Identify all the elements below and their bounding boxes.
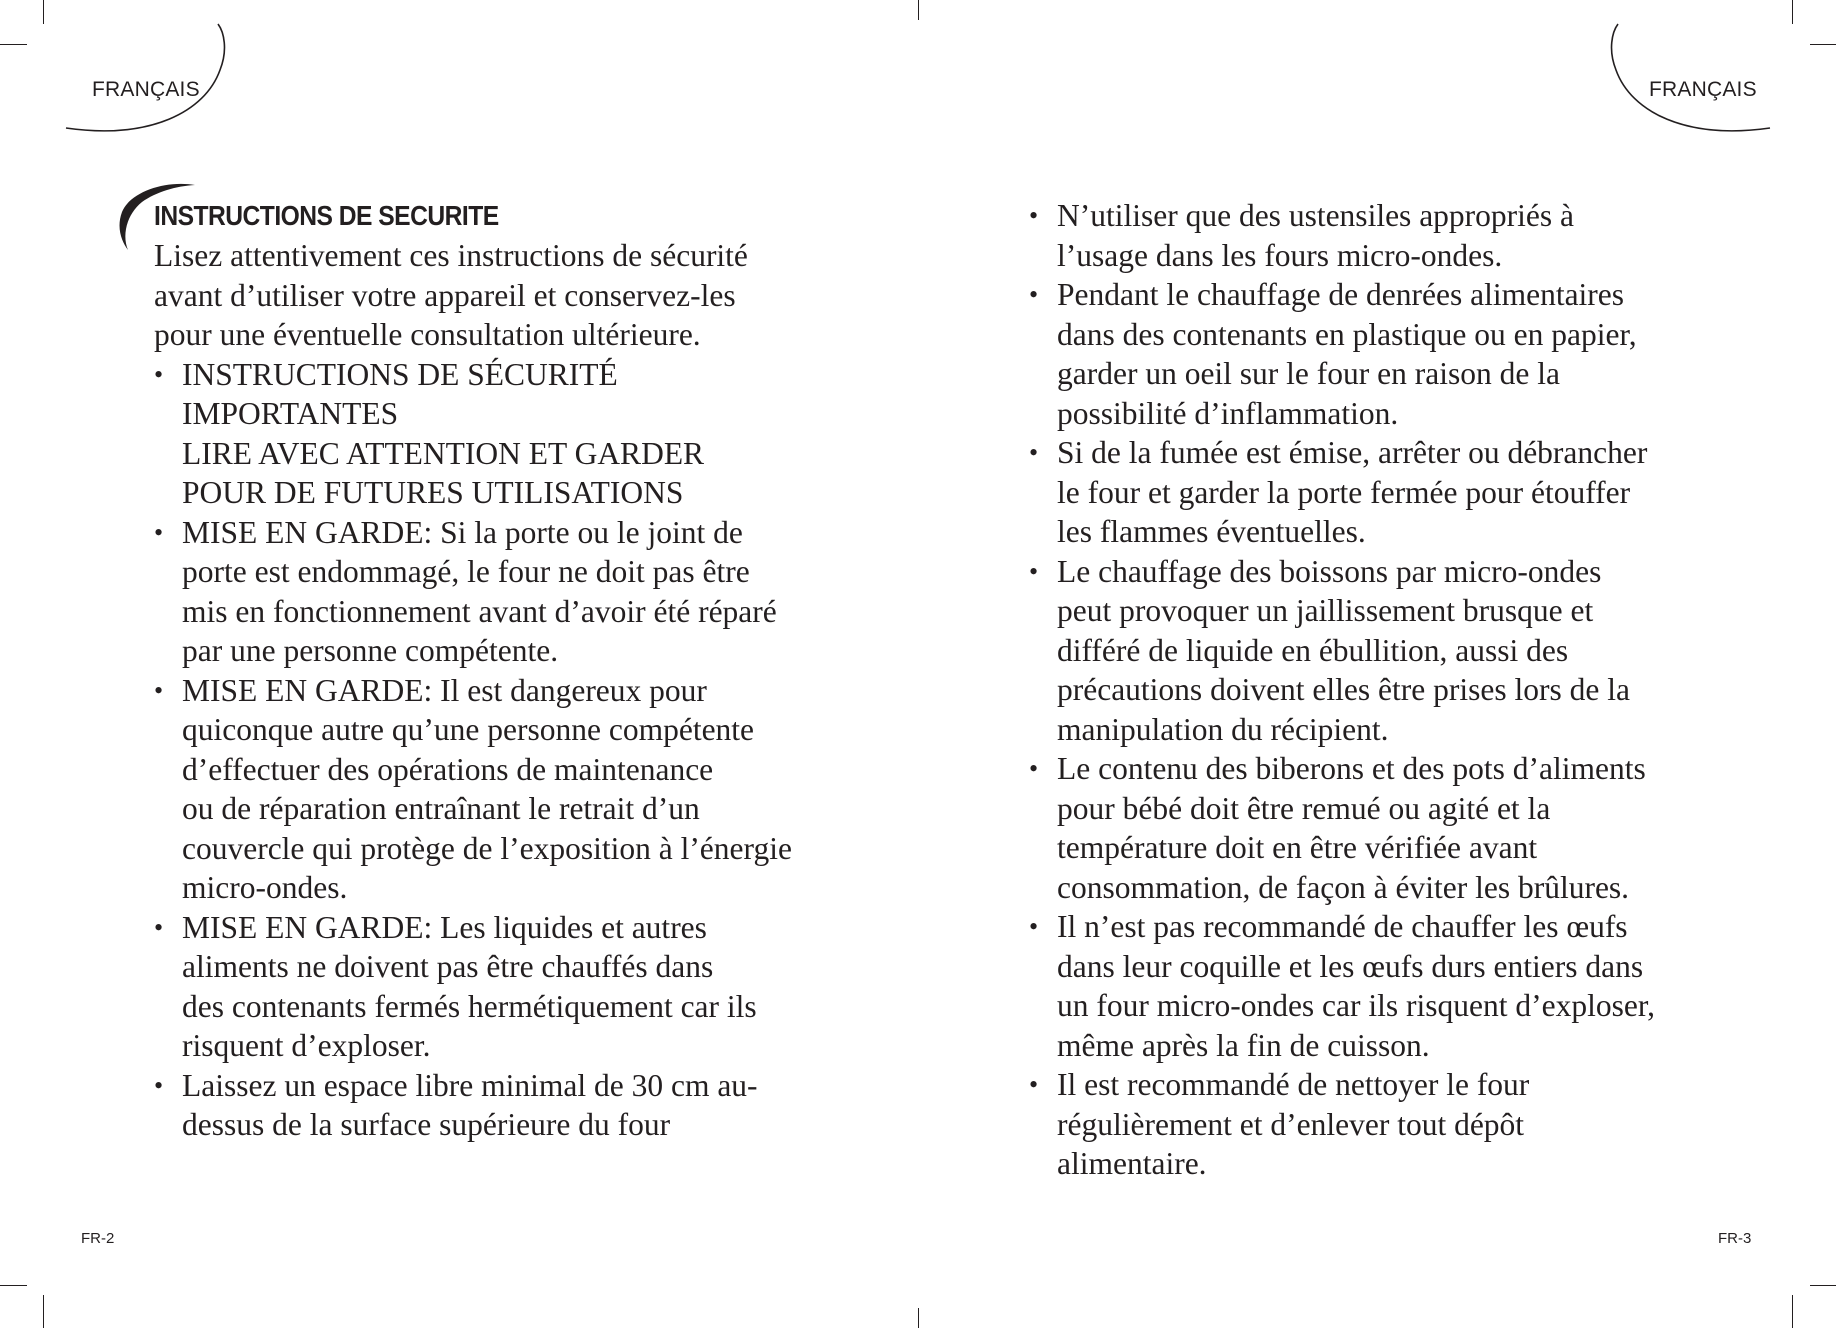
list-item-text: Si de la fumée est émise, arrêter ou débrancher le four et garder la porte fermée pour étouffer les flammes éventuelles. (1057, 435, 1648, 549)
bullet-icon: • (1029, 201, 1039, 230)
bullet-icon: • (1029, 1070, 1039, 1099)
page-number-left: FR-2 (81, 1230, 115, 1247)
list-item-text: Il est recommandé de nettoyer le four régulièrement et d’enlever tout dépôt alimentaire. (1057, 1067, 1530, 1181)
list-item (154, 671, 834, 908)
list-item (154, 355, 834, 513)
bullet-icon: • (1029, 556, 1039, 586)
left-bullet-list (154, 355, 834, 1145)
bullet-icon: • (1029, 280, 1039, 309)
bullet-icon: • (154, 359, 164, 389)
list-item-text: MISE EN GARDE: Il est dangereux pour quiconque autre qu’une personne compétente d’effectuer des opérations de maintenance ou de réparation entraînant le retrait d’un couvercle qui protège de l’exposition à l’énergie micro-ondes. (182, 672, 792, 905)
list-item (1029, 196, 1719, 275)
list-item-text: INSTRUCTIONS DE SÉCURITÉ IMPORTANTES LIRE AVEC ATTENTION ET GARDER POUR DE FUTURES UTILISATIONS (182, 356, 705, 510)
header-language-left: FRANÇAIS (92, 78, 200, 101)
list-item (154, 513, 834, 671)
list-item (1029, 433, 1719, 552)
header-language-right: FRANÇAIS (1649, 78, 1757, 101)
list-item (154, 908, 834, 1066)
list-item-text: MISE EN GARDE: Les liquides et autres aliments ne doivent pas être chauffés dans des contenants fermés hermétiquement car ils risquent d’exploser. (182, 909, 757, 1063)
list-item (1029, 907, 1719, 1065)
list-item-text: Il n’est pas recommandé de chauffer les œufs dans leur coquille et les œufs durs entiers dans un four micro-ondes car ils risquent d’exploser, même après la fin de cuisson. (1057, 909, 1655, 1063)
list-item-text: MISE EN GARDE: Si la porte ou le joint de porte est endommagé, le four ne doit pas être mis en fonctionnement avant d’avoir été réparé par une personne compétente. (182, 514, 777, 668)
intro-paragraph: Lisez attentivement ces instructions de sécurité avant d’utiliser votre appareil et conservez-les pour une éventuelle consultation ultérieure. (154, 238, 748, 352)
list-item-text: N’utiliser que des ustensiles appropriés à l’usage dans les fours micro-ondes. (1057, 198, 1574, 273)
bullet-icon: • (154, 517, 164, 547)
list-item (1029, 749, 1719, 907)
list-item-text: Le contenu des biberons et des pots d’aliments pour bébé doit être remué ou agité et la température doit en être vérifiée avant consommation, de façon à éviter les brûlures. (1057, 751, 1646, 905)
list-item-text: Pendant le chauffage de denrées alimentaires dans des contenants en plastique ou en papier, garder un oeil sur le four en raison de la possibilité d’inflammation. (1057, 277, 1637, 431)
right-bullet-list (1029, 196, 1719, 1184)
list-item-text: Le chauffage des boissons par micro-ondes peut provoquer un jaillissement brusque et différé de liquide en ébullition, aussi des précautions doivent elles être prises lors de la manipulation du récipient. (1057, 553, 1630, 747)
list-item-text: Laissez un espace libre minimal de 30 cm au- dessus de la surface supérieure du four (182, 1067, 758, 1142)
bullet-icon: • (154, 675, 164, 705)
bullet-icon: • (154, 1070, 164, 1100)
bullet-icon: • (154, 912, 164, 942)
right-page-content (1029, 196, 1719, 1184)
page-number-right: FR-3 (1718, 1230, 1752, 1247)
list-item (1029, 552, 1719, 750)
section-title: INSTRUCTIONS DE SECURITE (154, 200, 499, 231)
bullet-icon: • (1029, 754, 1039, 783)
bullet-icon: • (1029, 438, 1039, 467)
bullet-icon: • (1029, 912, 1039, 941)
left-page-content (154, 236, 834, 1145)
list-item (1029, 1065, 1719, 1184)
list-item (154, 1066, 834, 1145)
list-item (1029, 275, 1719, 433)
